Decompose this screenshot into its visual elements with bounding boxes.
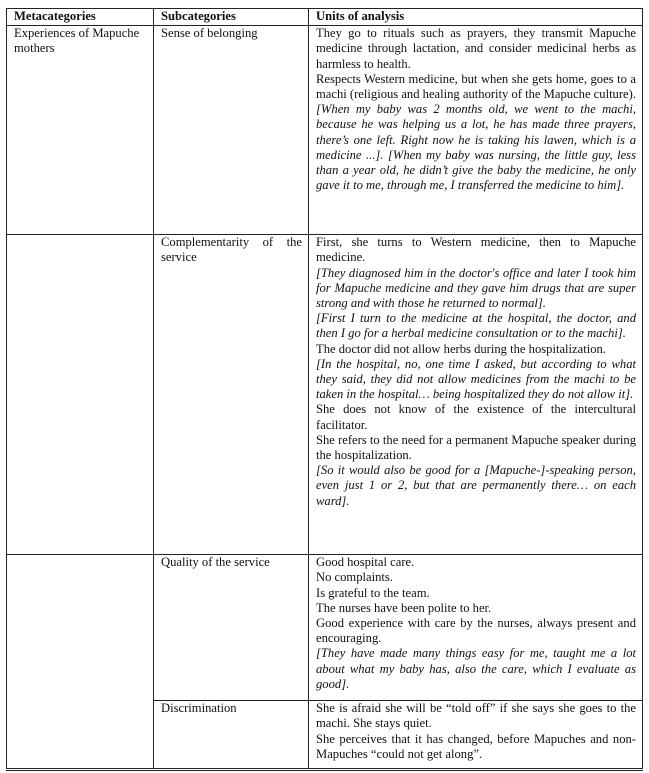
analysis-table: [6, 8, 643, 771]
metacategory-empty-cell: [7, 235, 154, 555]
analysis-statement: Is grateful to the team.: [316, 585, 430, 600]
subcategory-cell: Sense of belonging: [154, 26, 309, 235]
analysis-statement: She refers to the need for a permanent Mapuche speaker during the hospitalization.: [316, 432, 636, 463]
metacategory-empty-cell: [7, 555, 154, 770]
interview-quote: [They diagnosed him in the doctor's office and later I took him for Mapuche medicine and they gave him drugs that are super strong and with those he returned to normal].: [316, 265, 636, 311]
interview-quote: [They have made many things easy for me, taught me a lot about what my baby has, also the care, which I evaluate as good].: [316, 646, 636, 691]
interview-quote: [First I turn to the medicine at the hospital, the doctor, and then I go for a herbal medicine consultation or to the machi].: [316, 311, 636, 341]
header-metacategories: Metacategories: [7, 9, 154, 26]
table-row: [7, 235, 643, 555]
subcategory-cell: Quality of the service: [154, 555, 309, 701]
analysis-statement: First, she turns to Western medicine, then to Mapuche medicine.: [316, 235, 636, 265]
metacategory-cell: Experiences of Mapuche mothers: [7, 26, 154, 235]
analysis-statement: Good experience with care by the nurses, always present and encouraging.: [316, 616, 636, 646]
units-cell: [309, 701, 643, 770]
units-cell: [309, 235, 643, 555]
header-units-of-analysis: Units of analysis: [309, 9, 643, 26]
analysis-statement: She does not know of the existence of the intercultural facilitator.: [316, 402, 636, 432]
analysis-statement: She perceives that it has changed, before Mapuches and non-Mapuches “could not get along”.: [316, 731, 636, 761]
subcategory-cell: Complementarity of the service: [154, 235, 309, 555]
table-row: [7, 555, 643, 701]
interview-quote: [So it would also be good for a [Mapuche-]-speaking person, even just 1 or 2, but that are permanently there… on each ward].: [316, 463, 636, 508]
analysis-statement: Respects Western medicine, but when she gets home, goes to a machi (religious and healing authority of the Mapuche culture).: [316, 71, 636, 102]
analysis-statement: They go to rituals such as prayers, they transmit Mapuche medicine through lactation, and consider medicinal herbs as harmless to health.: [316, 26, 636, 71]
interview-quote: [In the hospital, no, one time I asked, but according to what they said, they did not allow medicines from the machi to be taken in the hospital… being hospitalized they do not allow it].: [316, 356, 636, 402]
table-row: [7, 26, 643, 235]
units-cell: [309, 26, 643, 235]
interview-quote: [When my baby was 2 months old, we went to the machi, because he was helping us a lot, he has made three prayers, there’s one left. Right now he is taking his lawen, which is a medicine ...]. [When my baby was nursing, the little guy, less than a year old, he didn’t give the baby the medicine, he only gave it to me, through me, I transferred the medicine to him].: [316, 102, 636, 193]
header-row: [7, 9, 643, 26]
analysis-statement: The doctor did not allow herbs during the hospitalization.: [316, 341, 606, 356]
subcategory-cell: Discrimination: [154, 701, 309, 770]
units-cell: [309, 555, 643, 701]
analysis-statement: The nurses have been polite to her.: [316, 600, 492, 615]
analysis-statement: She is afraid she will be “told off” if she says she goes to the machi. She stays quiet.: [316, 701, 636, 731]
header-subcategories: Subcategories: [154, 9, 309, 26]
analysis-statement: Good hospital care.: [316, 555, 415, 570]
analysis-statement: No complaints.: [316, 570, 393, 585]
